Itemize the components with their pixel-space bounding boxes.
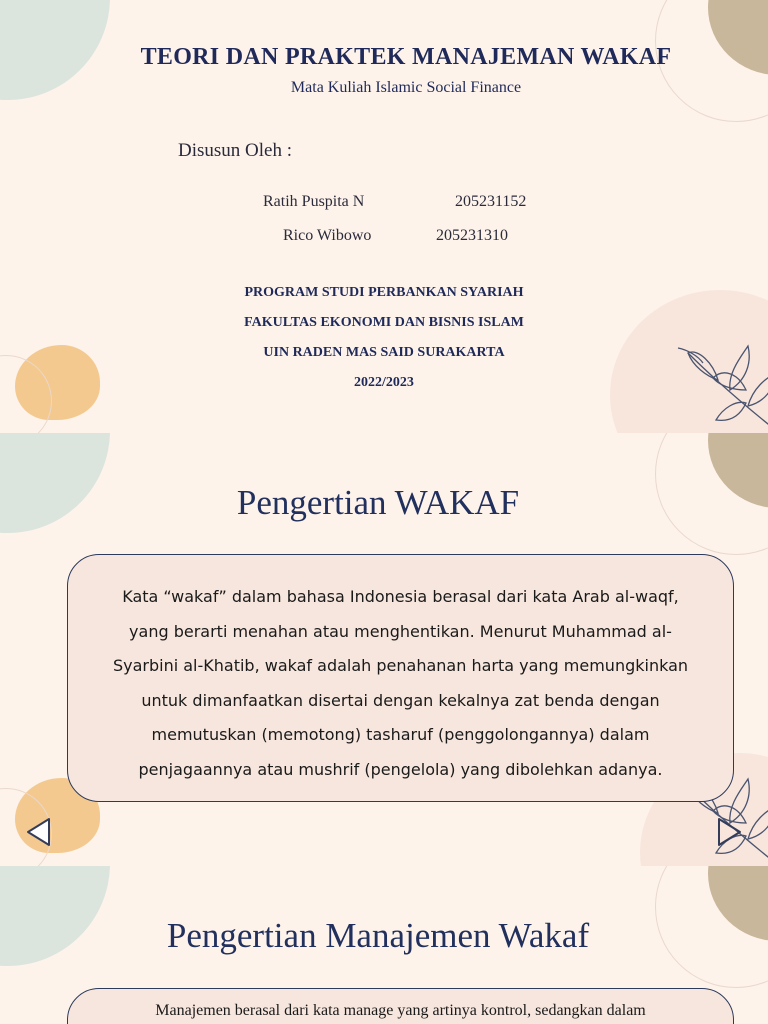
presentation-title: TEORI DAN PRAKTEK MANAJEMAN WAKAF [140,44,672,70]
text-line: Kata “wakaf” dalam bahasa Indonesia berasal dari kata Arab al-waqf, [122,587,679,606]
slide-pengertian-manajemen-wakaf [0,866,768,1024]
authors-label: Disusun Oleh : [178,140,292,161]
author-nim: 205231310 [436,227,508,244]
definition-card [67,988,734,1024]
previous-slide-arrow-icon[interactable] [24,816,52,848]
institution-line: PROGRAM STUDI PERBANKAN SYARIAH [244,285,524,300]
slide-heading: Pengertian Manajemen Wakaf [166,916,590,955]
slide-heading: Pengertian WAKAF [236,483,520,522]
institution-line: UIN RADEN MAS SAID SURAKARTA [263,345,505,360]
slide-title [0,0,768,433]
text-line: yang berarti menahan atau menghentikan. Menurut Muhammad al- [129,621,672,641]
definition-card [67,554,734,802]
text-line: Syarbini al-Khatib, wakaf adalah penahanan harta yang memungkinkan [112,656,689,675]
institution-line: FAKULTAS EKONOMI DAN BISNIS ISLAM [244,315,524,330]
text-line: penjagaannya atau mushrif (pengelola) yang dibolehkan adanya. [138,759,663,779]
definition-text [68,555,733,787]
academic-year: 2022/2023 [354,375,414,390]
text-line: untuk dimanfaatkan disertai dengan kekalnya zat benda dengan [141,690,660,710]
definition-text: Manajemen berasal dari kata manage yang artinya kontrol, sedangkan dalam [155,1002,646,1019]
text-line: memutuskan (memotong) tasharuf (penggolongannya) dalam [151,725,650,744]
author-name: Ratih Puspita N [263,193,365,210]
author-name: Rico Wibowo [283,227,372,244]
author-nim: 205231152 [455,193,527,210]
presentation-subtitle: Mata Kuliah Islamic Social Finance [290,79,522,96]
slide-pengertian-wakaf [0,433,768,866]
next-slide-arrow-icon[interactable] [716,816,744,848]
